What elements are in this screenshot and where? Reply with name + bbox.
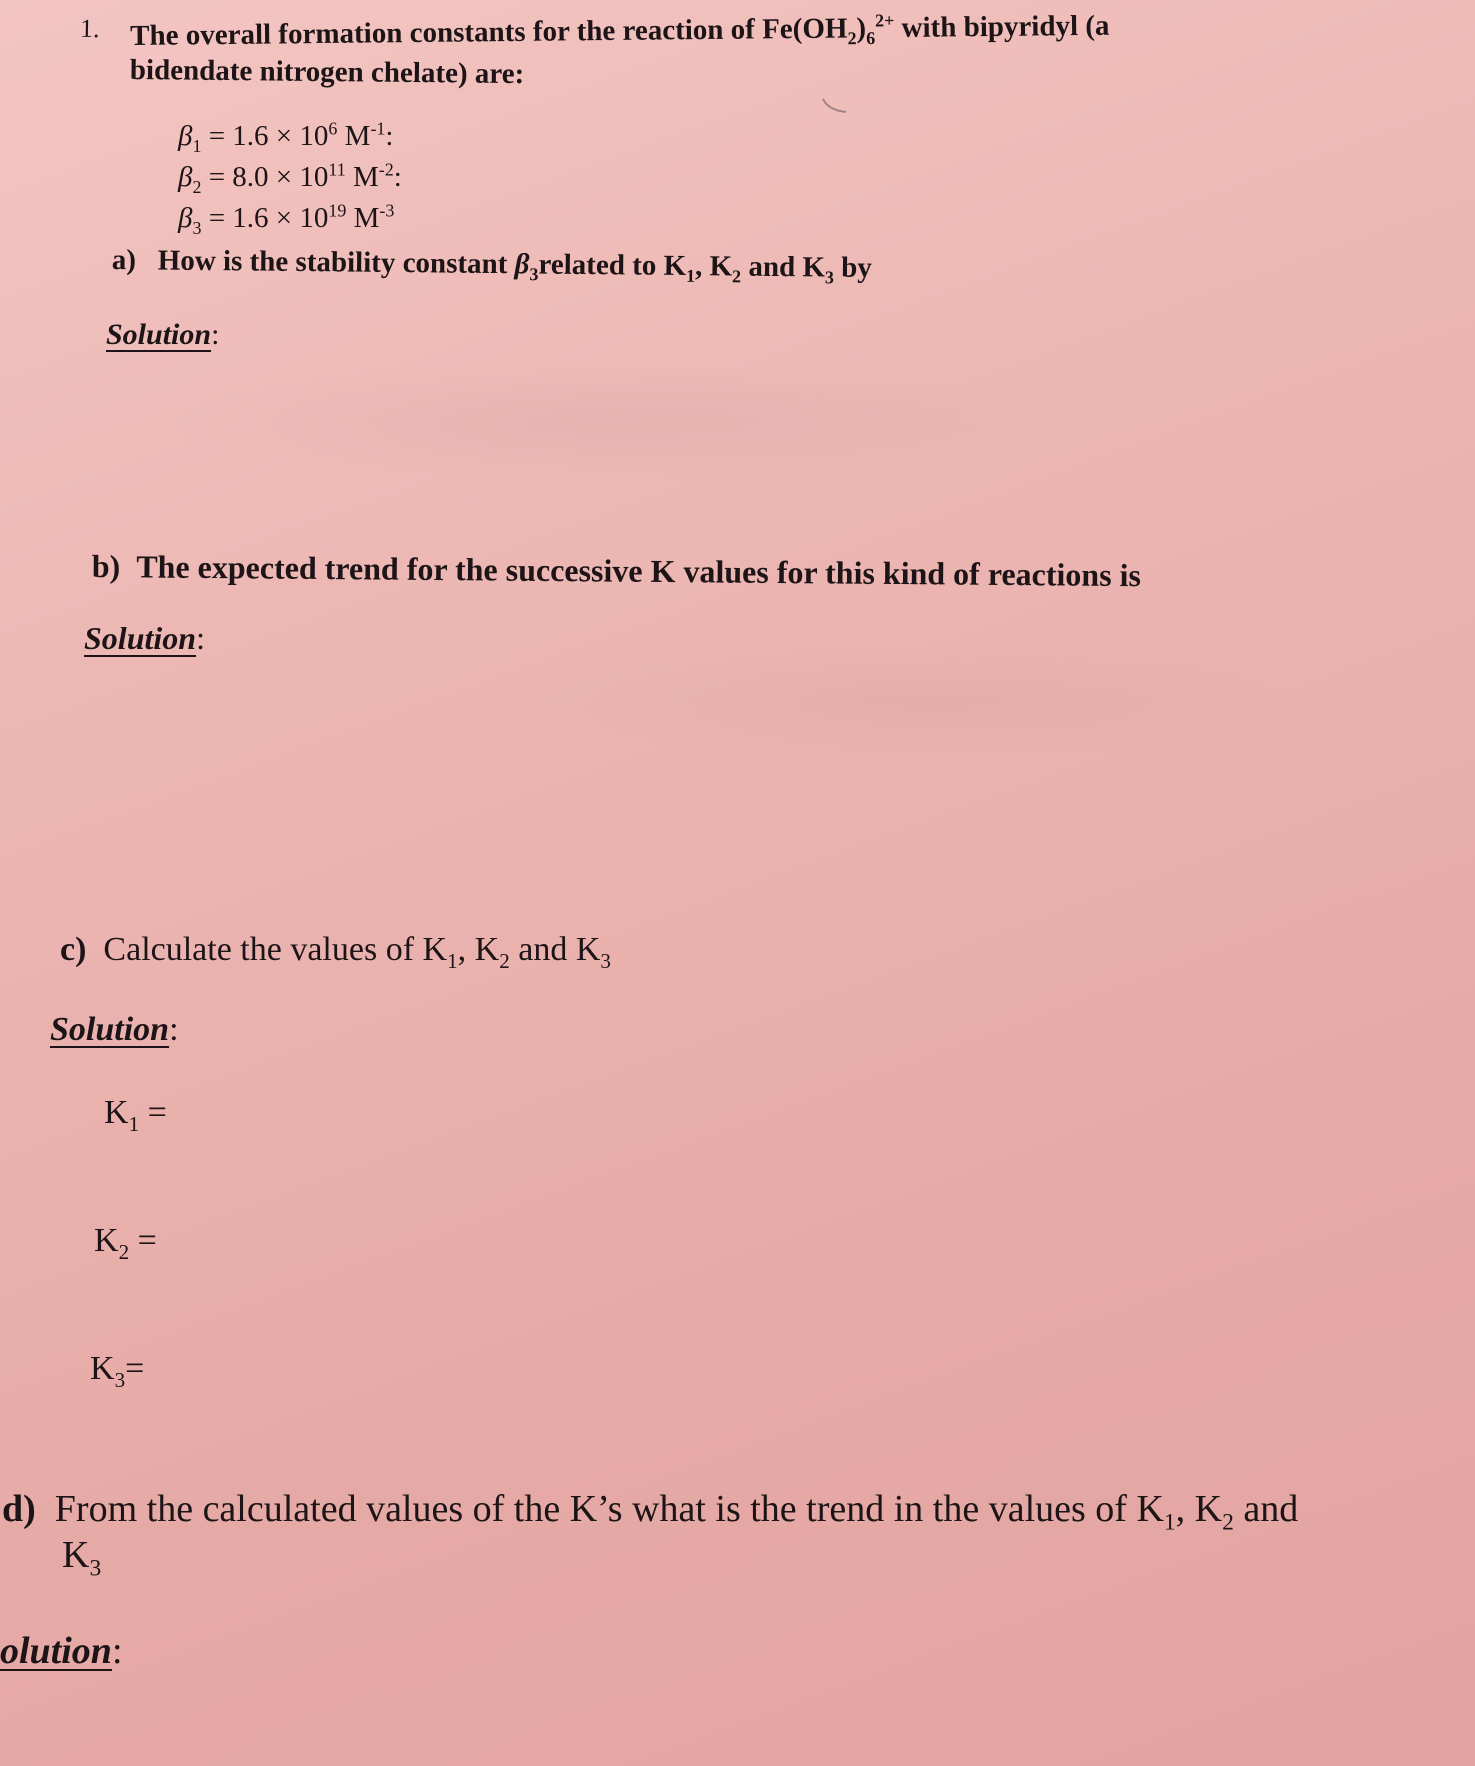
solution-label-c: Solution: (50, 1011, 179, 1048)
k1-answer-line: $K_1$ = (104, 1094, 167, 1136)
question-intro-line-2: bidendate nitrogen chelate) are: (129, 54, 525, 91)
beta-3-constant: $\beta_3 = 1.6 \times 10^{19}$ $M^{-3}$ (178, 200, 395, 238)
part-c-question: c) Calculate the values of $K_1$, $K_2$ and $K_3$ (60, 931, 611, 973)
part-d-question-line-2: $K_3$ (62, 1534, 102, 1582)
bleed-through-shadow (150, 360, 1050, 480)
pen-tick-mark (820, 96, 850, 118)
solution-label-a: Solution: (106, 318, 220, 351)
beta-2-constant: $\beta_2 = 8.0 \times 10^{11}$ $M^{-2}$: (178, 159, 402, 197)
k2-answer-line: $K_2$ = (94, 1222, 157, 1264)
k3-answer-line: $K_3=$ (90, 1350, 145, 1392)
beta-1-constant: $\beta_1 = 1.6 \times 10^6$ $M^{-1}$: (178, 118, 394, 156)
part-d-question-line-1: d) From the calculated values of the K’s what is the trend in the values of $K_1$, $K_2$ and (2, 1488, 1299, 1536)
question-intro-line-1: The overall formation constants for the reaction of $Fe(OH_2)_6^{2+}$ with bipyridyl (a (129, 9, 1110, 52)
part-a-question: a) How is the stability constant $\beta_3related$ to $K_1$, $K_2$ and $K_3$ by (111, 244, 873, 288)
bleed-through-shadow-2 (500, 640, 1300, 760)
part-b-question: b) The expected trend for the successive K values for this kind of reactions is (91, 548, 1142, 594)
question-number: 1. (79, 13, 100, 44)
solution-label-d: olution: (0, 1630, 123, 1672)
solution-label-b: Solution: (84, 620, 205, 656)
